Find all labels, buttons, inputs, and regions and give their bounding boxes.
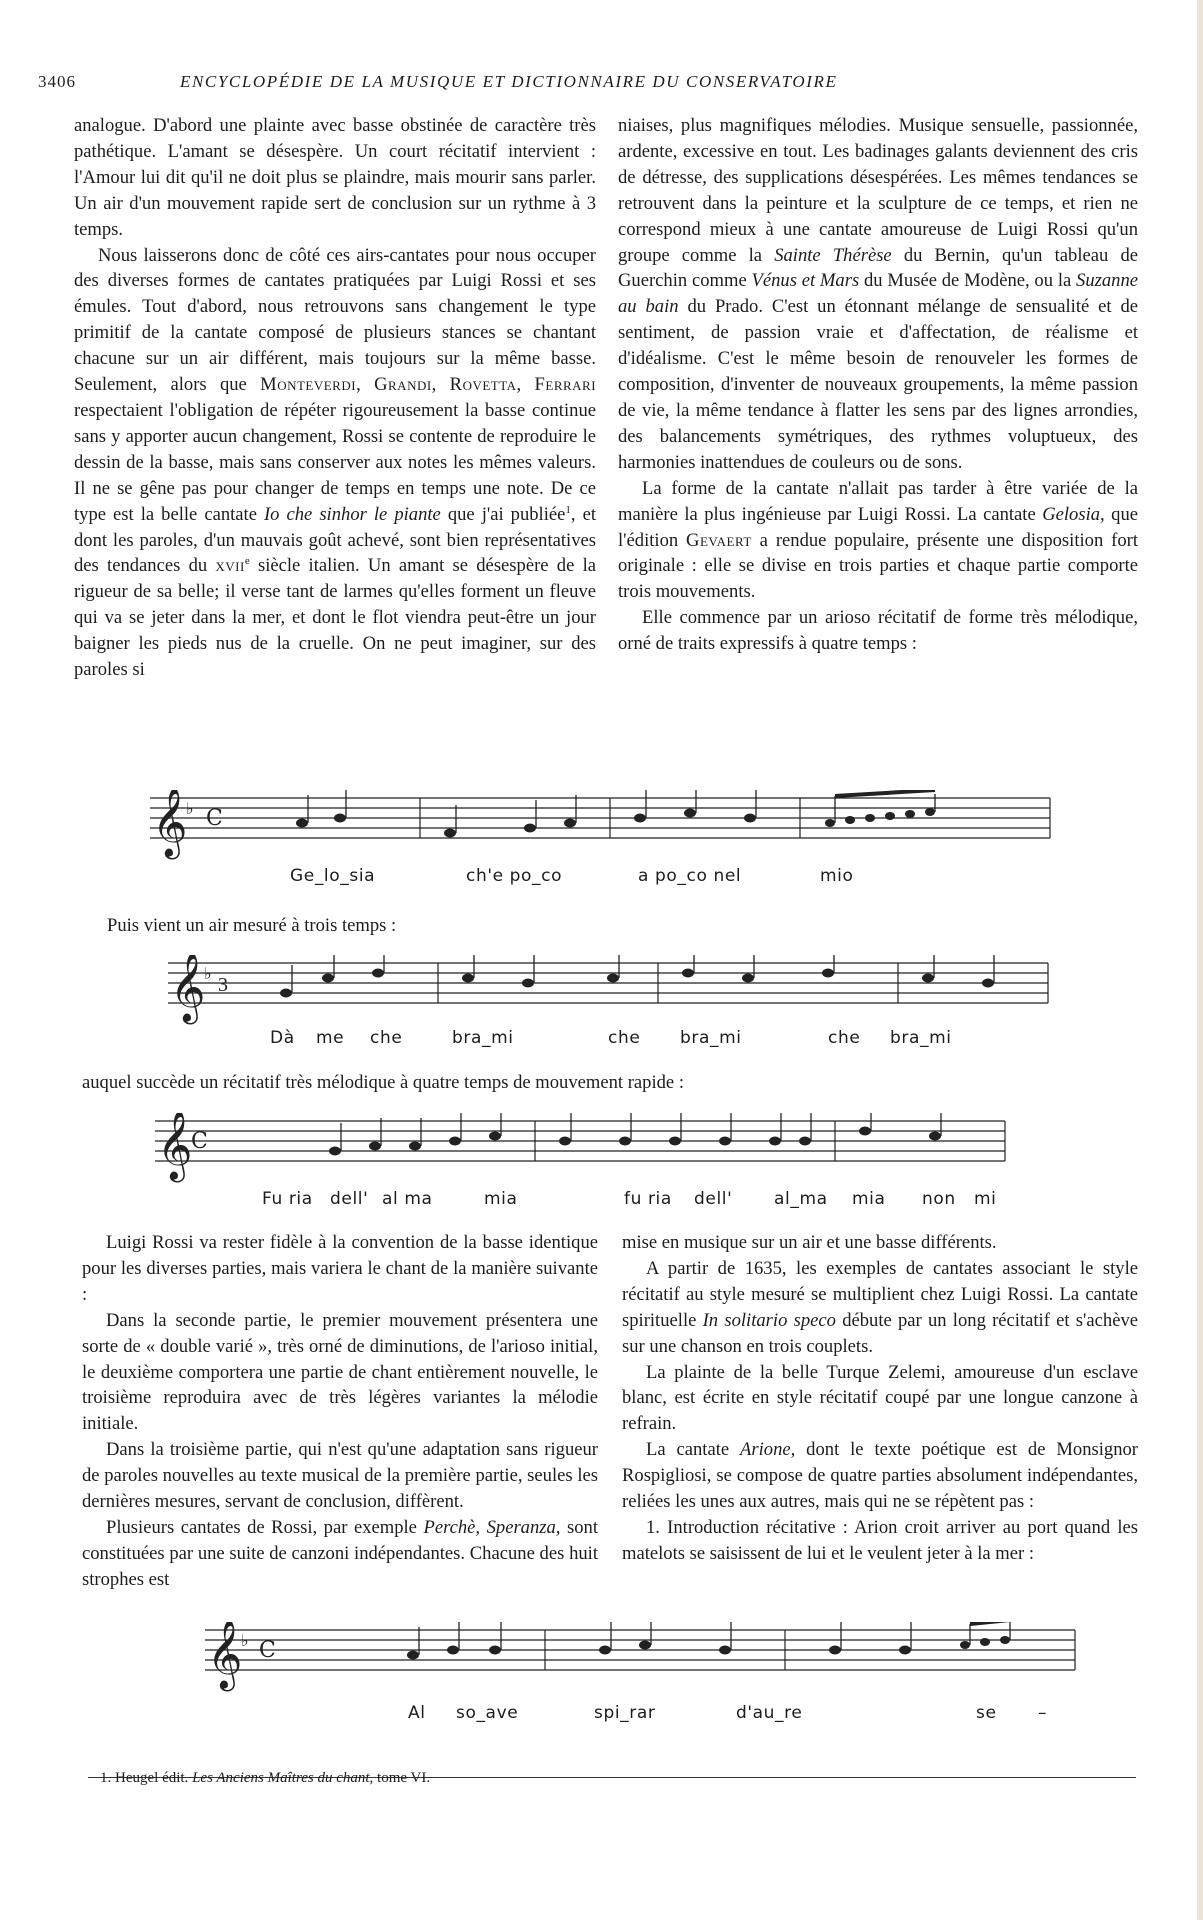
page-number: 3406 xyxy=(38,72,76,91)
lyrics-example-4: Al so_ave spi_rar d'au_re se – xyxy=(408,1703,1048,1723)
music-staff-example-1 xyxy=(150,790,1070,860)
music-intro-3: auquel succède un récitatif très mélodique à quatre temps de mouvement rapide : xyxy=(82,1072,684,1093)
lyrics-example-3: Fu ria dell' al ma mia fu ria dell' al_ma mia non mi xyxy=(262,1189,997,1209)
music-staff-example-4 xyxy=(205,1622,1085,1692)
music-staff-example-2 xyxy=(168,955,1058,1025)
treble-clef-icon: 𝄞 xyxy=(157,1113,193,1178)
treble-clef-icon: 𝄞 xyxy=(152,790,188,855)
paragraph: 1. Introduction récitative : Arion croit arriver au port quand les matelots se saisissent de lui et le veulent jeter à la mer : xyxy=(622,1516,1138,1564)
footnote: 1. Heugel édit. Les Anciens Maîtres du chant, tome VI. xyxy=(100,1770,431,1786)
svg-text:♭: ♭ xyxy=(186,801,194,818)
treble-clef-icon: 𝄞 xyxy=(207,1622,243,1687)
paragraph: Dans la troisième partie, qui n'est qu'une adaptation sans rigueur de paroles nouvelles au texte musical de la première partie, seules les dernières mesures, servant de conclusion, diffèrent. xyxy=(82,1439,598,1513)
music-staff-example-3 xyxy=(155,1113,1015,1183)
column-right-bottom xyxy=(622,1230,1138,1567)
paragraph: Nous laisserons donc de côté ces airs-cantates pour nous occuper des diverses formes de cantates pratiquées par Luigi Rossi et ses émules. Tout d'abord, nous retrouvons sans changement le type primitif de la cantate composé de plusieurs stances se chantant chacune sur un air différent, mais toujours sur la même basse. Seulement, alors que Monteverdi, Grandi, Rovetta, Ferrari respectaient l'obligation de répéter rigoureusement la basse continue sans y apporter aucun changement, Rossi se contente de reproduire le dessin de la basse, mais sans conserver aux notes les mêmes valeurs. Il ne se gêne pas pour changer de temps en temps une note. De ce type est la belle cantate Io che sinhor le piante que j'ai publiée$^1$, et dont les paroles, d'un mauvais goût achevé, sont bien représentatives des tendances du xvii$^e$ siècle italien. Un amant se désespère de la rigueur de sa belle; il verse tant de larmes qu'elles forment un fleuve qui va se jeter dans la mer, et dont le flot viendra peut-être un jour baigner les pieds nus de la cruelle. On ne peut imaginer, sur des paroles si xyxy=(74,244,597,681)
svg-text:3: 3 xyxy=(218,974,228,996)
music-intro-2: Puis vient un air mesuré à trois temps : xyxy=(107,915,397,936)
paragraph: La cantate Arione, dont le texte poétique est de Monsignor Rospigliosi, se compose de quatre parties absolument indépendantes, reliées les unes aux autres, mais qui ne se répètent pas : xyxy=(622,1439,1138,1513)
paragraph: Elle commence par un arioso récitatif de forme très mélodique, orné de traits expressifs à quatre temps : xyxy=(618,607,1138,655)
page-edge xyxy=(1197,0,1203,1920)
running-title: ENCYCLOPÉDIE DE LA MUSIQUE ET DICTIONNAIRE DU CONSERVATOIRE xyxy=(180,72,838,91)
page-header xyxy=(38,72,1138,100)
paragraph: Plusieurs cantates de Rossi, par exemple Perchè, Speranza, sont constituées par une suite de canzoni indépendantes. Chacune des huit strophes est xyxy=(82,1516,598,1590)
column-right-top xyxy=(618,113,1138,657)
paragraph: Luigi Rossi va rester fidèle à la convention de la basse identique pour les diverses parties, mais variera le chant de la manière suivante : xyxy=(82,1232,598,1305)
svg-text:C: C xyxy=(259,1638,276,1663)
paragraph: analogue. D'abord une plainte avec basse obstinée de caractère très pathétique. L'amant se désespère. Un court récitatif intervient : l'Amour lui dit qu'il ne doit plus se plaindre, mais mourir sans parler. Un air d'un mouvement rapide sert de conclusion sur un rythme à 3 temps. xyxy=(74,115,596,240)
svg-text:C: C xyxy=(206,806,223,831)
paragraph: A partir de 1635, les exemples de cantates associant le style récitatif au style mesuré se multiplient chez Luigi Rossi. La cantate spirituelle In solitario speco débute par un long récitatif et s'achève sur une chanson en trois couplets. xyxy=(622,1257,1138,1357)
lyrics-example-2: Dà me che bra_mi che bra_mi che bra_mi xyxy=(270,1028,952,1048)
paragraph: La plainte de la belle Turque Zelemi, amoureuse d'un esclave blanc, est écrite en style récitatif coupé par une longue canzone à refrain. xyxy=(622,1361,1138,1435)
svg-text:♭: ♭ xyxy=(241,1633,249,1650)
column-left-top xyxy=(74,113,596,683)
paragraph: La forme de la cantate n'allait pas tarder à être variée de la manière la plus ingénieuse par Luigi Rossi. La cantate Gelosia, que l'édition Gevaert a rendue populaire, présente une disposition fort originale : elle se divise en trois parties et chaque partie comporte trois mouvements. xyxy=(618,477,1138,603)
svg-text:♭: ♭ xyxy=(204,966,212,983)
svg-text:C: C xyxy=(191,1129,208,1154)
paragraph: mise en musique sur un air et une basse différents. xyxy=(622,1232,997,1253)
treble-clef-icon: 𝄞 xyxy=(170,955,206,1020)
paragraph: Dans la seconde partie, le premier mouvement présentera une sorte de « double varié », très orné de diminutions, de l'arioso initial, le deuxième comportera une partie de chant entièrement nouvelle, le troisième reproduira avec de très légères variantes la mélodie initiale. xyxy=(82,1309,598,1435)
paragraph: niaises, plus magnifiques mélodies. Musique sensuelle, passionnée, ardente, excessive en tout. Les badinages galants deviennent des cris de détresse, des supplications désespérées. Les mêmes tendances se retrouvent dans la peinture et la sculpture de ce temps, et rien ne correspond mieux à une cantate amoureuse de Luigi Rossi qu'un groupe comme la Sainte Thérèse du Bernin, qu'un tableau de Guerchin comme Vénus et Mars du Musée de Modène, ou la Suzanne au bain du Prado. C'est un étonnant mélange de sensualité et de sentiment, de passion vraie et d'affectation, de réalisme et d'idéalisme. C'est le même besoin de renouveler les formes de composition, d'inventer de nouveaux groupements, la même passion de vie, la même tendance à flatter les sens par des lignes arrondies, des balancements symétriques, des rythmes voluptueux, des harmonies inattendues de couleurs ou de sons. xyxy=(618,115,1139,473)
lyrics-example-1: Ge_lo_sia ch'e po_co a po_co nel mio xyxy=(290,866,854,886)
column-left-bottom xyxy=(82,1230,598,1593)
footnote-marker: 1 xyxy=(565,503,571,516)
